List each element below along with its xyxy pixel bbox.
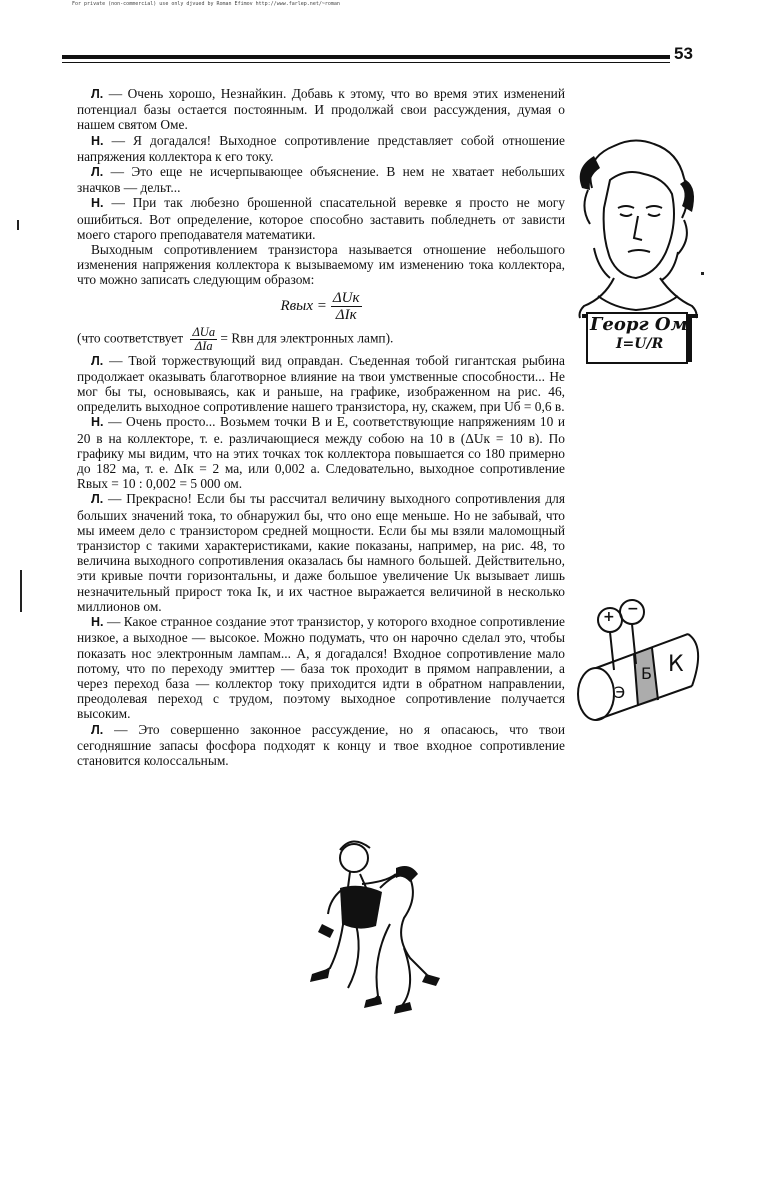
paragraph: [77, 164, 565, 195]
transistor-label-collector: К: [668, 652, 684, 677]
transistor-cylinder-illustration: [570, 590, 710, 730]
speaker-label: Л.: [91, 165, 104, 180]
formula-lhs: Rвых =: [280, 298, 327, 315]
speaker-label: Л.: [91, 87, 104, 101]
paragraph-text: Выходным сопротивлением транзистора называется отношение небольшого изменения напряжения коллектора к вызываемому им изменению тока коллектора, что можно записать следующим образом:: [77, 242, 565, 288]
paragraph-text: (что соответствует: [77, 330, 187, 346]
paragraph: [77, 133, 565, 164]
portrait-caption-formula: I=U/R: [616, 336, 664, 352]
tube-denominator: ΔIа: [194, 338, 213, 353]
tube-numerator: ΔUа: [192, 324, 216, 339]
transistor-minus-sign: −: [627, 601, 639, 617]
header-rule-thin: [62, 62, 670, 63]
speaker-label: Н.: [91, 133, 104, 148]
speaker-label: Л.: [91, 492, 104, 507]
speaker-label: Н.: [91, 415, 104, 430]
speaker-label: Н.: [91, 196, 104, 211]
portrait-caption-name: Георг Ом: [590, 314, 688, 335]
formula-numerator: ΔUк: [332, 290, 360, 307]
margin-mark: [20, 570, 22, 612]
paragraph-text: — Твой торжествующий вид оправдан. Съеденная тобой гигантская рыбина продолжает оказывать благотворное влияние на твои умственные способности... Не мог бы ты, основываясь, как и раньше, на графике, изображенном на рис. 46, определить выходное сопротивление нашего транзистора, ну, скажем, при Uб = 0,6 в.: [77, 352, 565, 415]
output-resistance-formula: [77, 288, 565, 326]
speaker-label: Н.: [91, 615, 104, 630]
scan-credit-note: For private (non-commercial) use only djvued by Roman Efimov http://www.farlep.net/~roman: [72, 1, 340, 7]
transistor-plus-sign: +: [603, 609, 615, 625]
paragraph-text: — Это совершенно законное рассуждение, но я опасаюсь, что твои сегодняшние запасы фосфора подходят к концу и твое входное сопротивление становится колоссальным.: [77, 721, 565, 768]
margin-mark: [17, 220, 19, 230]
paragraph: [77, 326, 565, 353]
paragraph-text: — Очень хорошо, Незнайкин. Добавь к этому, что во время этих изменений потенциал базы остается постоянным. И продолжай свои рассуждения, думая о нашем святом Оме.: [77, 86, 565, 133]
paragraph-text: = Rвн для электронных ламп).: [217, 330, 394, 346]
speaker-label: Л.: [91, 722, 104, 737]
page-number: 53: [674, 44, 693, 63]
paragraph-text: — Я догадался! Выходное сопротивление представляет собой отношение напряжения коллектора к его току.: [77, 132, 565, 164]
cartoon-riding-figure-illustration: [300, 828, 460, 1018]
paragraph-text: — Прекрасно! Если бы ты рассчитал величину выходного сопротивления для больших значений тока, то обнаружил бы, что оно еще меньше. Но не забывай, что мы имеем дело с транзистором средней мощности. Если бы мы взяли маломощный транзистор с такими характеристиками, какие показаны, например, на рис. 48, то величина выходного сопротивления оказалась бы намного большей. Действительно, эти кривые почти горизонтальны, и даже большое увеличение Uк вызывает лишь незначительный прирост тока Iк, и их частное выражается величиной в несколько миллионов ом.: [77, 491, 565, 614]
paragraph: [77, 614, 565, 721]
formula-denominator: ΔIк: [335, 307, 357, 324]
tube-formula: [186, 326, 217, 353]
formula-fraction: [331, 290, 362, 323]
transistor-label-base: Б: [641, 664, 652, 683]
header-rule: [62, 55, 670, 59]
paragraph-text: — Очень просто... Возьмем точки B и E, соответствующие напряжениям 10 и 20 в на коллекторе, т. е. различающиеся между собою на 10 в (ΔUк = 10 в). По графику мы видим, что на этих точках ток коллектора повышается со 180 примерно до 182 ма, т. е. ΔIк = 2 ма, или 0,002 а. Следовательно, выходное сопротивление Rвых = 10 : 0,002 = 5 000 ом.: [77, 414, 565, 492]
paragraph: [77, 86, 565, 133]
paragraph-text: — Какое странное создание этот транзистор, у которого входное сопротивление низкое, а выходное — высокое. Можно подумать, что он нарочно сделал это, чтобы показать нос электронным лампам... А, я догадался! Входное сопротивление мало потому, что по переходу эмиттер — база ток проходит в прямом направлении, а через переход база — коллектор току приходится идти в обратном направлении, преодолевая переход с трудом, поэтому выходное сопротивление получается высоким.: [77, 614, 565, 722]
paragraph: [77, 242, 565, 288]
paragraph: [77, 414, 565, 491]
paragraph: [77, 722, 565, 769]
speaker-label: Л.: [91, 353, 104, 368]
margin-mark: [701, 272, 704, 275]
body-text: [77, 86, 565, 768]
paragraph-text: — При так любезно брошенной спасательной веревке я просто не могу ошибиться. Вот определение, которое способно заставить побледнеть от зависти моего старого преподавателя математики.: [77, 195, 565, 242]
paragraph: [77, 491, 565, 614]
transistor-label-emitter: Э: [614, 683, 626, 702]
paragraph-text: — Это еще не исчерпывающее объяснение. В нем не хватает небольших значков — дельт...: [77, 164, 565, 196]
paragraph: [77, 353, 565, 415]
paragraph: [77, 195, 565, 242]
tube-fraction: [190, 326, 217, 353]
